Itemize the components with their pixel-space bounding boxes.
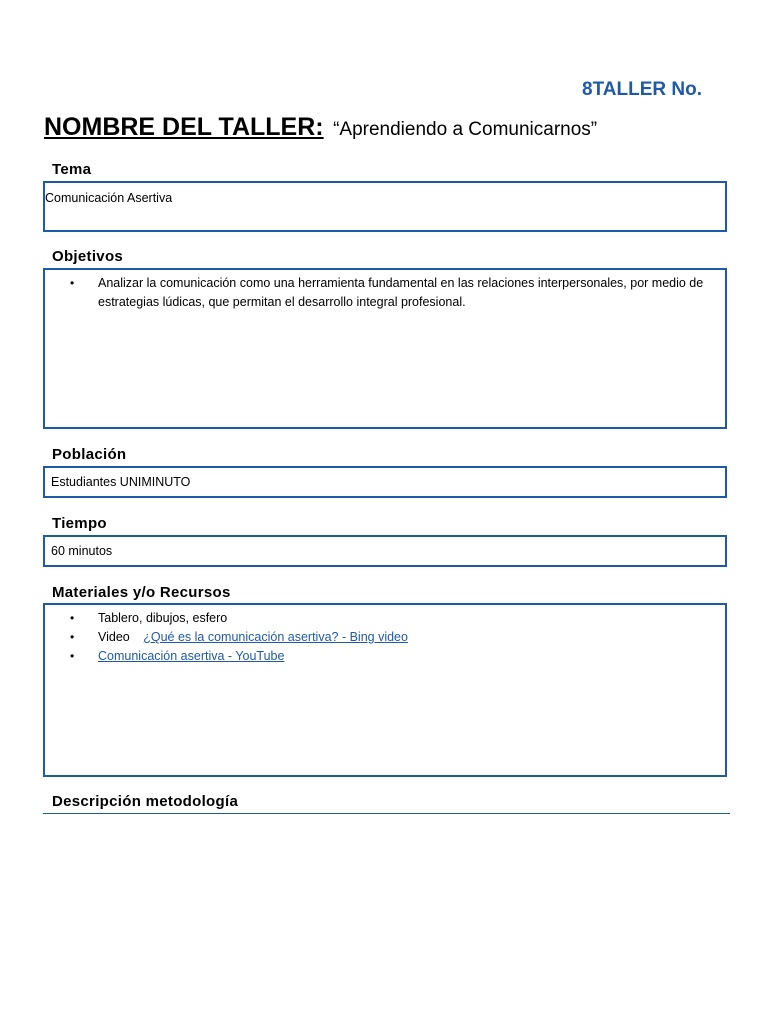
bing-video-link[interactable]: ¿Qué es la comunicación asertiva? - Bing video <box>143 630 408 644</box>
title-value: “Aprendiendo a Comunicarnos” <box>333 119 598 140</box>
bullet-icon: • <box>70 649 75 663</box>
bullet-icon: • <box>70 611 75 625</box>
list-item <box>67 274 705 312</box>
bullet-icon: • <box>70 276 75 290</box>
poblacion-label: Población <box>52 446 127 463</box>
descripcion-label: Descripción metodología <box>52 793 239 810</box>
list-item <box>67 609 705 628</box>
bullet-icon: • <box>70 630 75 644</box>
objetivo-text: Analizar la comunicación como una herramienta fundamental en las relaciones interpersonales, por medio de estrategias lúdicas, que permitan el desarrollo integral profesional. <box>98 276 704 309</box>
tiempo-value: 60 minutos <box>51 544 113 558</box>
materiales-label: Materiales y/o Recursos <box>52 584 231 601</box>
tema-box <box>43 181 727 232</box>
tema-label: Tema <box>52 161 92 178</box>
tema-value: Comunicación Asertiva <box>45 191 173 205</box>
list-item <box>67 628 705 647</box>
title-label: NOMBRE DEL TALLER: <box>44 113 324 141</box>
poblacion-box <box>43 466 727 498</box>
poblacion-value: Estudiantes UNIMINUTO <box>51 475 191 489</box>
taller-number: 8TALLER No. <box>582 79 702 100</box>
objetivos-list <box>67 274 705 312</box>
materiales-box <box>43 603 727 777</box>
section-divider <box>43 813 730 814</box>
list-item <box>67 647 705 666</box>
material-text: Tablero, dibujos, esfero <box>98 611 228 625</box>
workshop-title <box>44 113 597 142</box>
youtube-link[interactable]: Comunicación asertiva - YouTube <box>98 649 285 663</box>
objetivos-box <box>43 268 727 429</box>
tiempo-box <box>43 535 727 567</box>
video-label: Video <box>98 630 130 644</box>
objetivos-label: Objetivos <box>52 248 124 265</box>
materiales-list <box>67 609 705 666</box>
tiempo-label: Tiempo <box>52 515 107 532</box>
